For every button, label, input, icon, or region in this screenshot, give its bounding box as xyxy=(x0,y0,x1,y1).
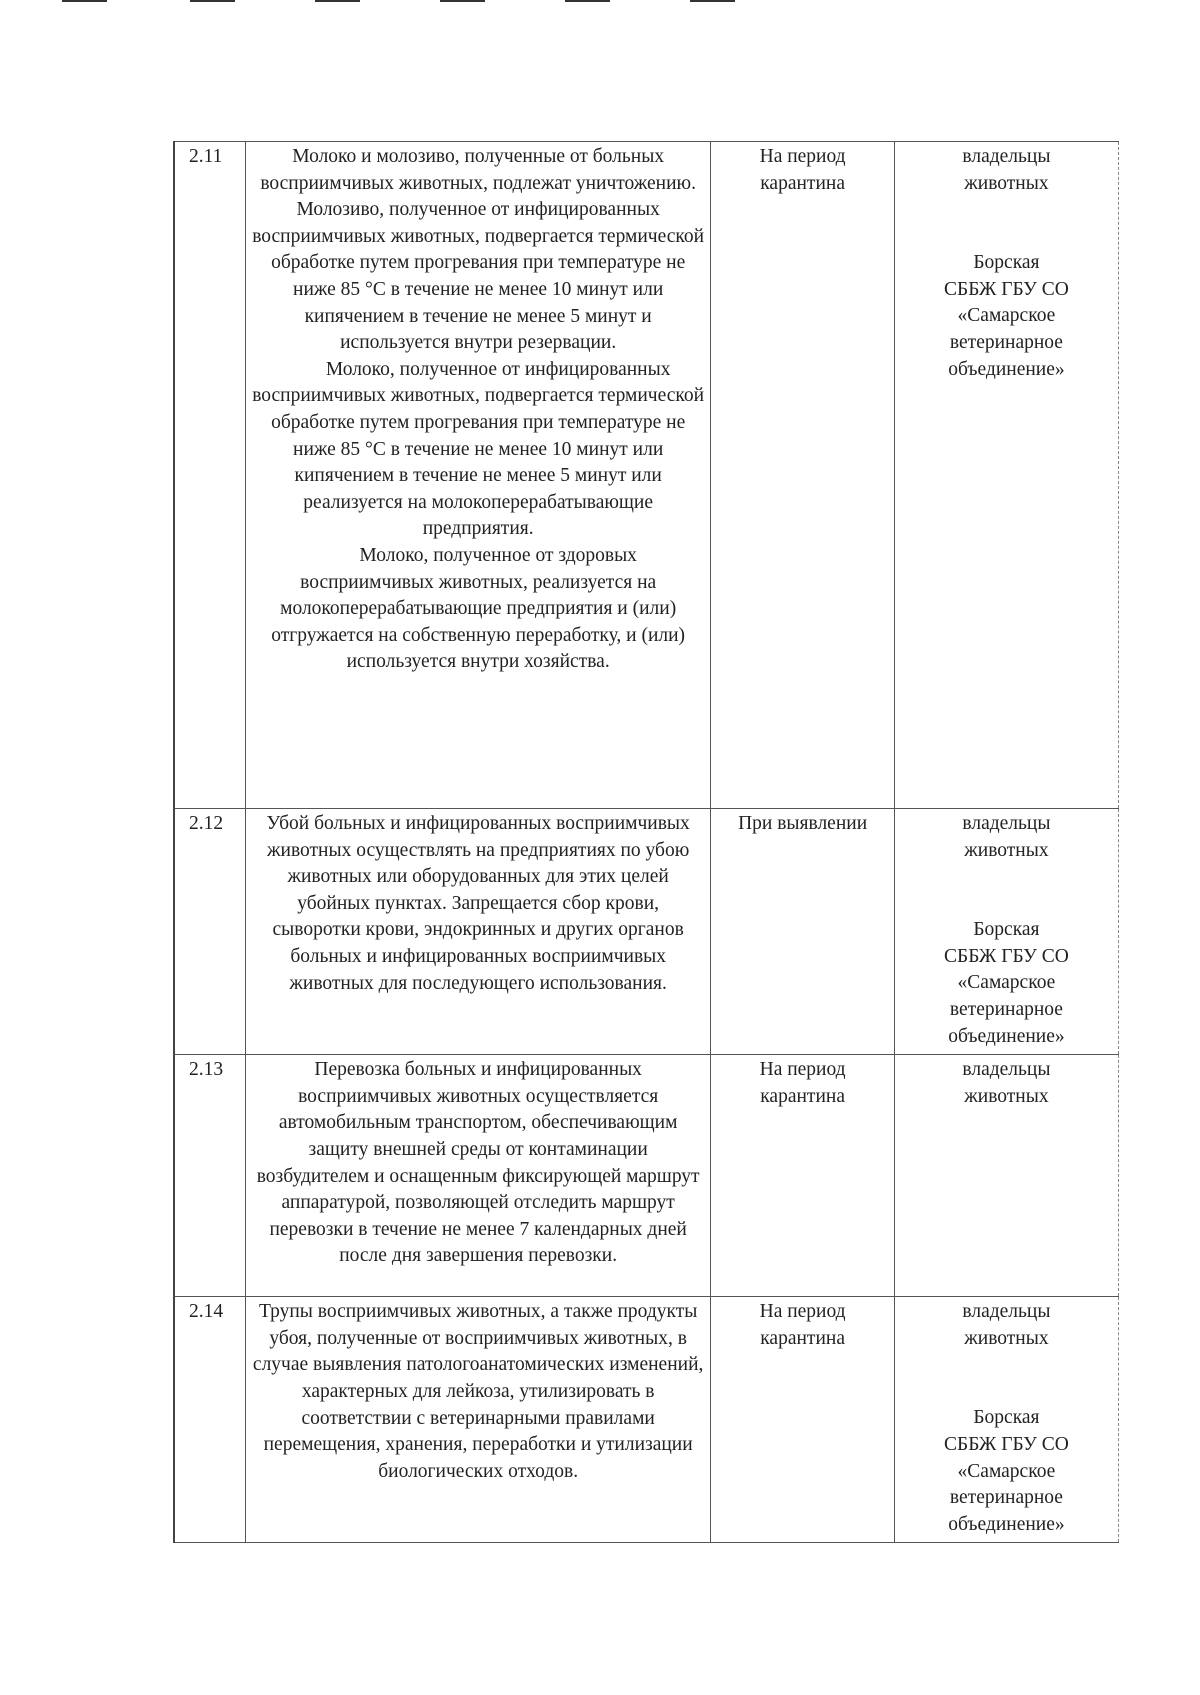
action-paragraph: Молоко, полученное от инфицированных восприимчивых животных, подвергается термической обработке путем прогревания при температуре не ниже 85 °С в течение не менее 10 минут или кипячением в течение не менее 5 минут или реализуется на молокоперерабатывающие предприятия. xyxy=(252,358,705,540)
action-cell xyxy=(245,1297,710,1543)
term-cell: На период карантина xyxy=(711,1055,895,1297)
responsible-line: Борская xyxy=(973,1407,1040,1429)
responsible-line: объединение» xyxy=(948,1025,1065,1047)
action-paragraph: Перевозка больных и инфицированных восприимчивых животных осуществляется автомобильным транспортом, обеспечивающим защиту внешней среды от контаминации возбудителем и оснащенным фиксирующей маршрут аппаратурой, позволяющей отследить маршрут перевозки в течение не менее 7 календарных дней после дня завершения перевозки. xyxy=(256,1059,700,1267)
action-paragraph: Молоко, полученное от здоровых восприимчивых животных, реализуется на молокоперерабатывающие предприятия и (или) отгружается на собственную переработку, и (или) используется внутри хозяйства. xyxy=(271,544,686,673)
action-paragraph: Убой больных и инфицированных восприимчивых животных осуществлять на предприятиях по убою животных или оборудованных для этих целей убойных пунктах. Запрещается сбор крови, сыворотки крови, эндокринных и других органов больных и инфицированных восприимчивых животных для последующего использования. xyxy=(266,813,690,994)
responsible-line: СББЖ ГБУ СО xyxy=(944,278,1069,300)
term-cell: На период карантина xyxy=(711,142,895,809)
responsible-line: животных xyxy=(964,1327,1049,1349)
row-number: 2.12 xyxy=(174,809,245,1055)
responsible-line: животных xyxy=(964,839,1049,861)
action-cell xyxy=(245,1055,710,1297)
responsible-cell xyxy=(894,1055,1118,1297)
action-paragraph: Молоко и молозиво, полученные от больных восприимчивых животных, подлежат уничтожению. Молозиво, полученное от инфицированных восприимчивых животных, подвергается термической обработке путем прогревания при температуре не ниже 85 °С в течение не менее 10 минут или кипячением в течение не менее 5 минут и используется внутри резервации. xyxy=(252,146,705,354)
responsible-line: «Самарское xyxy=(957,972,1056,994)
responsible-line: владельцы xyxy=(962,813,1051,834)
responsible-line: «Самарское xyxy=(957,1460,1056,1482)
responsible-line: ветеринарное xyxy=(949,1487,1063,1509)
action-cell xyxy=(245,809,710,1055)
responsible-line: животных xyxy=(964,172,1049,194)
table-row xyxy=(174,142,1119,809)
action-paragraph: Трупы восприимчивых животных, а также продукты убоя, полученные от восприимчивых животных, в случае выявления патологоанатомических изменений, характерных для лейкоза, утилизировать в соответствии с ветеринарными правилами перемещения, хранения, переработки и утилизации биологических отходов. xyxy=(252,1301,704,1482)
responsible-line: животных xyxy=(964,1085,1049,1107)
responsible-line: объединение» xyxy=(948,358,1065,380)
responsible-cell xyxy=(894,1297,1118,1543)
responsible-line: ветеринарное xyxy=(949,331,1063,353)
row-number: 2.14 xyxy=(174,1297,245,1543)
table-row xyxy=(174,809,1119,1055)
responsible-line: владельцы xyxy=(962,146,1051,167)
responsible-line: Борская xyxy=(973,252,1040,274)
measures-table xyxy=(173,141,1119,1543)
term-cell: На период карантина xyxy=(711,1297,895,1543)
row-number: 2.13 xyxy=(174,1055,245,1297)
responsible-line: «Самарское xyxy=(957,305,1056,327)
responsible-line: Борская xyxy=(973,919,1040,941)
table-row xyxy=(174,1055,1119,1297)
action-cell xyxy=(245,142,710,809)
responsible-line: владельцы xyxy=(962,1059,1051,1081)
table-row xyxy=(174,1297,1119,1543)
responsible-cell xyxy=(894,809,1118,1055)
top-edge-marks xyxy=(0,0,1200,6)
responsible-line: СББЖ ГБУ СО xyxy=(944,945,1069,967)
responsible-line: объединение» xyxy=(948,1513,1065,1535)
responsible-line: владельцы xyxy=(962,1301,1051,1323)
row-number: 2.11 xyxy=(174,142,245,809)
responsible-line: СББЖ ГБУ СО xyxy=(944,1433,1069,1455)
term-cell: При выявлении xyxy=(711,809,895,1055)
responsible-cell xyxy=(894,142,1118,809)
responsible-line: ветеринарное xyxy=(949,998,1063,1020)
